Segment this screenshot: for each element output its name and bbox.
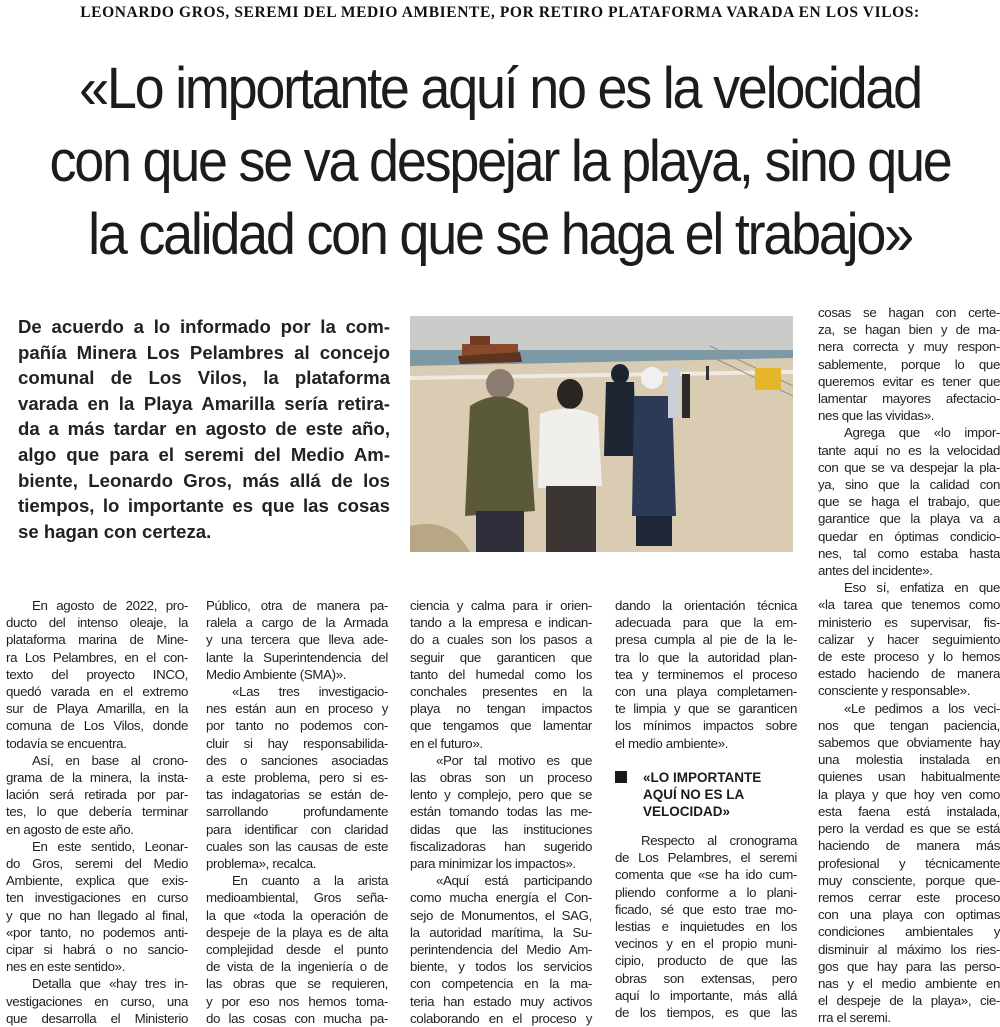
text-line: presa cumpla al pie de la le- xyxy=(615,632,797,648)
text-line: quienes usan habitualmente xyxy=(818,769,1000,785)
text-line: tea y terminemos el proceso xyxy=(615,666,797,682)
text-line: ten investigaciones en curso xyxy=(6,890,188,906)
text-line: aquí lo importante, más allá xyxy=(615,987,797,1003)
text-line: «por tanto, no podemos anti- xyxy=(6,924,188,940)
text-line: nes que las vividas». xyxy=(818,408,935,424)
text-line: tante aquí no es la velocidad xyxy=(818,442,1000,458)
text-line: garantice que la playa va a xyxy=(818,511,1000,527)
text-line: vestigaciones en curso, una xyxy=(6,993,188,1009)
text-line: ministerio es supervisar, fis- xyxy=(818,614,1000,630)
lead-line: se hagan con certeza. xyxy=(18,520,212,542)
text-line: sabemos que obviamente hay xyxy=(818,735,1000,751)
square-bullet-icon xyxy=(615,771,627,783)
text-line: con una playa con optimas xyxy=(818,907,1000,923)
text-line: quedar en óptimas condicio- xyxy=(818,528,1000,544)
lead-line: comunal de Los Vilos, la plataforma xyxy=(18,367,390,389)
text-line: queremos evitar es tener que xyxy=(818,373,1000,389)
text-line: do Gros, seremi del Medio xyxy=(6,856,188,872)
text-line: como mucha energía el Con- xyxy=(410,890,592,906)
text-line: de los tiempos, es que las xyxy=(615,1005,797,1021)
text-line: sur de Playa Amarilla, en la xyxy=(6,701,188,717)
lead-paragraph xyxy=(18,314,390,544)
text-line: problema», recalca. xyxy=(206,856,317,872)
body-column-4b xyxy=(615,832,797,1021)
lead-line: biente, Leonardo Gros, más allá de los xyxy=(18,469,390,491)
sand xyxy=(410,358,793,552)
text-line: lante la Superintendencia del xyxy=(206,649,388,665)
text-line: tas indagatorias se están de- xyxy=(206,787,388,803)
text-line: lestias e inquietudes en los xyxy=(615,919,797,935)
text-line: lamentar mayores afectacio- xyxy=(818,391,1000,407)
text-line: el despeje de la playa», cie- xyxy=(818,993,1000,1009)
text-line: cluir si hay responsabilida- xyxy=(206,735,388,751)
text-line: lación será retirada por par- xyxy=(6,787,188,803)
text-line: ciencia y calma para ir orien- xyxy=(410,598,592,613)
text-line: a este problema, pero si es- xyxy=(206,770,388,786)
text-line: «Por tal motivo es que xyxy=(436,752,592,768)
text-line: didas que las instituciones xyxy=(410,821,592,837)
text-line: cuales son las causas de este xyxy=(206,838,388,854)
text-line: za, se hagan bien y de ma- xyxy=(818,322,1000,338)
text-line: «Las tres investigacio- xyxy=(232,684,388,700)
text-line: teria han estado muy activos xyxy=(410,993,592,1009)
text-line: de vista de la ingeniería o de xyxy=(206,959,388,975)
text-line: ducto del intenso oleaje, la xyxy=(6,615,188,631)
text-line: cipio, producto de que las xyxy=(615,953,797,969)
text-line: con competencia en la ma- xyxy=(410,976,592,992)
text-line: texto del proyecto INCO, xyxy=(6,666,188,682)
text-line: con que se va despejar la pla- xyxy=(818,459,1000,475)
lead-line: algo que para el seremi del Medio Am- xyxy=(18,443,390,465)
text-line: disminuir al máximo los ries- xyxy=(818,941,1000,957)
text-line: seguir que garanticen que xyxy=(410,649,592,665)
text-line: tes, lo que debería terminar xyxy=(6,804,188,820)
text-line: que tengamos que lamentar xyxy=(410,718,592,734)
text-line: do las cosas con mucha pa- xyxy=(206,1010,388,1026)
text-line: con una playa completamen- xyxy=(615,684,797,700)
subheading-line: AQUÍ NO ES LA xyxy=(643,787,745,802)
text-line: Público, otra de manera pa- xyxy=(206,598,388,613)
text-line: nes están aun en proceso y xyxy=(206,701,388,717)
text-line: lento y complejo, pero que se xyxy=(410,787,592,803)
text-line: cosas se hagan con certe- xyxy=(818,305,1000,320)
text-line: estado haciendo de manera xyxy=(818,666,1000,682)
text-line: Así, en base al crono- xyxy=(32,752,188,768)
text-line: el medio ambiente». xyxy=(615,735,729,751)
text-line: en el futuro». xyxy=(410,735,483,751)
text-line: despeje de la playa es de alta xyxy=(206,924,388,940)
text-line: Eso sí, enfatiza en que xyxy=(844,580,1000,596)
text-line: biente, y todos los servicios xyxy=(410,959,592,975)
text-line: rra el seremi. xyxy=(818,1010,891,1026)
text-line: profesional y técnicamente xyxy=(818,855,1000,871)
text-line: remos cerrar este proceso xyxy=(818,889,1000,905)
text-line: obras son extensas, pero xyxy=(615,970,797,986)
text-line: todavía se encuentra. xyxy=(6,735,127,751)
text-line: la playa y que hoy ven como xyxy=(818,786,1000,802)
body-column-3 xyxy=(410,597,592,1027)
text-line: las obras que se requieren, xyxy=(206,976,388,992)
text-line: antes del incidente». xyxy=(818,563,933,579)
text-line: «la tarea que tenemos como xyxy=(818,597,1000,613)
text-line: ra Los Pelambres, en el con- xyxy=(6,649,188,665)
text-line: comenta que «se ha ido cum- xyxy=(615,867,797,883)
text-line: una molestia instalada en xyxy=(818,752,1000,768)
text-line: fiscalizadoras han sugerido xyxy=(410,838,592,854)
text-line: nes en este sentido». xyxy=(6,959,126,975)
text-line: conchales presentes en la xyxy=(410,684,592,700)
text-line: y una tercera que lleva ade- xyxy=(206,632,388,648)
text-line: de Los Pelambres, el seremi xyxy=(615,850,797,866)
text-line: tando a la empresa e indican- xyxy=(410,615,592,631)
headline-line: con que se va despejar la playa, sino que xyxy=(49,129,951,194)
text-line: nas y el medio ambiente en xyxy=(818,975,1000,991)
text-line: ficado, sé que esto trae mo- xyxy=(615,901,797,917)
text-line: para minimizar los impactos». xyxy=(410,856,576,872)
headline-line: la calidad con que se haga el trabajo» xyxy=(88,202,912,267)
text-line: para identificar con claridad xyxy=(206,821,388,837)
lead-line: varada en la Playa Amarilla sería retira- xyxy=(18,392,390,414)
text-line: nera correcta y muy respon- xyxy=(818,339,1000,355)
text-line: sejo de Monumentos, el SAG, xyxy=(410,907,592,923)
subheading xyxy=(615,769,797,820)
beach-scene-illustration xyxy=(410,316,793,552)
text-line: en agosto de este año. xyxy=(6,821,134,837)
lead-line: tiempos, lo importante es que las cosas xyxy=(18,495,390,517)
text-line: grama de la minera, la insta- xyxy=(6,770,188,786)
body-column-2 xyxy=(206,597,388,1027)
headline-line: «Lo importante aquí no es la velocidad xyxy=(79,56,921,121)
text-line: Detalla que «hay tres in- xyxy=(32,976,188,992)
text-line: medioambiental, Gros seña- xyxy=(206,890,388,906)
body-column-1 xyxy=(6,597,188,1027)
text-line: Ambiente, explica que exis- xyxy=(6,873,188,889)
text-line: dando la orientación técnica xyxy=(615,598,797,613)
lead-line: da a más tardar en agosto de este año, xyxy=(18,418,390,440)
text-line: comuna de Los Vilos, donde xyxy=(6,718,188,734)
body-column-4a xyxy=(615,597,797,752)
text-line: «Le pedimos a los veci- xyxy=(844,700,1000,716)
text-line: complejidad desde el punto xyxy=(206,942,388,958)
headline xyxy=(35,52,965,271)
lead-line: pañía Minera Los Pelambres al concejo xyxy=(18,341,390,363)
body-column-5 xyxy=(818,304,1000,1027)
text-line: do a cuales son los pasos a xyxy=(410,632,592,648)
text-line: te limpia y que se garanticen xyxy=(615,701,797,717)
text-line: playa no tengan impactos xyxy=(410,701,592,717)
text-line: los mínimos impactos sobre xyxy=(615,718,797,734)
text-line: tanto del humedal como los xyxy=(410,666,592,682)
text-line: tra lo que la autoridad plan- xyxy=(615,649,797,665)
text-line: En este sentido, Leonar- xyxy=(32,838,188,854)
text-line: y que no han llegado al final, xyxy=(6,907,188,923)
text-line: y por eso nos hemos toma- xyxy=(206,993,388,1009)
text-line: Agrega que «lo impor- xyxy=(844,425,1000,441)
text-line: quedó varada en el extremo xyxy=(6,684,188,700)
text-line: consciente y responsable». xyxy=(818,683,971,699)
text-line: nes, tal como estaba hasta xyxy=(818,545,1000,561)
beach-photo xyxy=(410,316,793,552)
text-line: adecuada para que la em- xyxy=(615,615,797,631)
text-line: plataforma marina de Mine- xyxy=(6,632,188,648)
lead-line: De acuerdo a lo informado por la com- xyxy=(18,316,390,337)
text-line: calizar y hacer seguimiento xyxy=(818,631,1000,647)
text-line: las obras son un proceso xyxy=(410,770,592,786)
text-line: gos que hay para las perso- xyxy=(818,958,1000,974)
text-line: Respecto al cronograma xyxy=(641,833,797,848)
text-line: vecinos y en el propio muni- xyxy=(615,936,797,952)
text-line: la autoridad marítima, la Su- xyxy=(410,924,592,940)
text-line: ya, sino que la calidad con xyxy=(818,477,1000,493)
yellow-barrier xyxy=(755,368,781,390)
text-line: muy consciente, porque que- xyxy=(818,872,1000,888)
text-line: ralela a cargo de la Armada xyxy=(206,615,388,631)
subheading-line: VELOCIDAD» xyxy=(643,804,731,819)
text-line: En cuanto a la arista xyxy=(232,873,388,889)
text-line: la que «toda la operación de xyxy=(206,907,388,923)
text-line: que desarrolla el Ministerio xyxy=(6,1010,188,1026)
text-line: sarrollando profundamente xyxy=(206,804,388,820)
text-line: esta faena está instalada, xyxy=(818,803,1000,819)
text-line: están tomando todas las me- xyxy=(410,804,592,820)
subheading-line: «LO IMPORTANTE xyxy=(643,770,762,785)
text-line: sablemente, porque lo que xyxy=(818,356,1000,372)
text-line: de este proceso y lo hemos xyxy=(818,649,1000,665)
text-line: cipar si habrá o no sancio- xyxy=(6,942,188,958)
text-line: Medio Ambiente (SMA)». xyxy=(206,666,347,682)
text-line: colaborando en el proceso y xyxy=(410,1010,592,1026)
text-line: des o sanciones asociadas xyxy=(206,752,388,768)
text-line: pliendo conforme a lo plani- xyxy=(615,884,797,900)
text-line: condiciones ambientales y xyxy=(818,924,1000,940)
text-line: haciendo de manera más xyxy=(818,838,1000,854)
text-line: nos que tengan paciencia, xyxy=(818,717,1000,733)
text-line: En agosto de 2022, pro- xyxy=(32,598,188,613)
kicker: LEONARDO GROS, SEREMI DEL MEDIO AMBIENTE, POR RETIRO PLATAFORMA VARADA EN LOS VILOS: xyxy=(80,4,920,21)
text-line: por tanto no podemos con- xyxy=(206,718,388,734)
text-line: pero la verdad es que se está xyxy=(818,821,1000,837)
text-line: «Aquí está participando xyxy=(436,873,592,889)
text-line: que se haga el trabajo, que xyxy=(818,494,1000,510)
text-line: perintendencia del Medio Am- xyxy=(410,942,592,958)
